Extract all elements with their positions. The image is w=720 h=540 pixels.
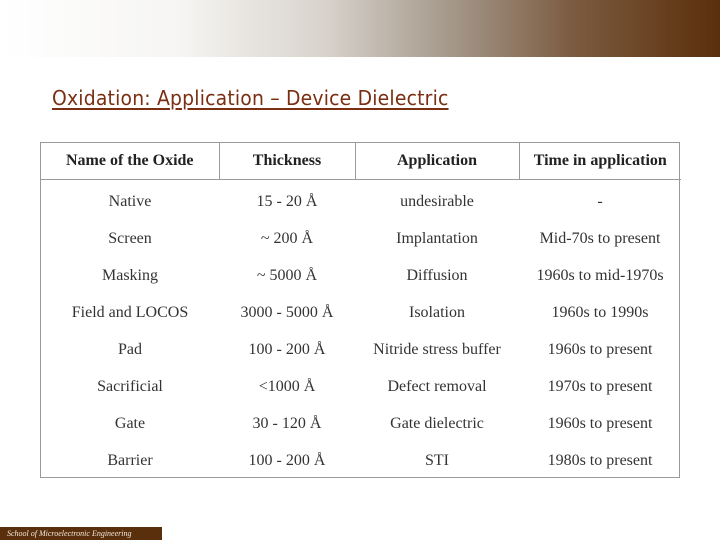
cell-name: Screen	[108, 229, 152, 247]
table-row	[41, 368, 681, 405]
cell-name: Gate	[114, 415, 146, 433]
cell-application: undesirable	[400, 192, 474, 210]
cell-name: Sacrificial	[97, 378, 163, 396]
cell-application: STI	[425, 452, 449, 470]
cell-application: Defect removal	[387, 378, 487, 396]
cell-thickness: 15 - 20 Å	[256, 192, 318, 210]
table-row	[41, 443, 681, 480]
cell-time: 1960s to present	[547, 415, 653, 433]
footer-bar	[0, 527, 162, 540]
table-row	[41, 294, 681, 331]
cell-name: Field and LOCOS	[71, 303, 189, 321]
cell-application: Gate dielectric	[390, 415, 484, 433]
table-row	[41, 220, 681, 257]
header-thickness: Thickness	[219, 143, 355, 180]
cell-application: Nitride stress buffer	[373, 340, 501, 358]
cell-thickness: 3000 - 5000 Å	[240, 303, 334, 321]
cell-application: Implantation	[396, 229, 478, 247]
table-row	[41, 406, 681, 443]
cell-time: 1960s to present	[547, 340, 653, 358]
cell-thickness: 100 - 200 Å	[248, 452, 326, 470]
cell-application: Isolation	[409, 303, 465, 321]
cell-time: 1960s to mid-1970s	[536, 266, 664, 284]
oxide-table	[40, 142, 680, 478]
table-header-row	[41, 143, 681, 180]
table-row	[41, 331, 681, 368]
cell-thickness: ~ 200 Å	[260, 229, 314, 247]
cell-time: Mid-70s to present	[539, 229, 661, 247]
slide-title: Oxidation: Application – Device Dielectric	[52, 86, 449, 110]
footer-text: School of Microelectronic Engineering	[7, 529, 132, 538]
cell-time: 1960s to 1990s	[551, 303, 649, 321]
header-name: Name of the Oxide	[41, 143, 219, 180]
cell-name: Barrier	[107, 452, 153, 470]
cell-thickness: <1000 Å	[258, 378, 316, 396]
cell-time: -	[597, 192, 603, 210]
cell-time: 1980s to present	[547, 452, 653, 470]
cell-thickness: ~ 5000 Å	[256, 266, 318, 284]
cell-thickness: 100 - 200 Å	[248, 340, 326, 358]
cell-time: 1970s to present	[547, 378, 653, 396]
cell-thickness: 30 - 120 Å	[252, 415, 322, 433]
header-application: Application	[355, 143, 519, 180]
cell-name: Masking	[102, 266, 158, 284]
cell-application: Diffusion	[406, 266, 468, 284]
header-time: Time in application	[519, 143, 681, 180]
cell-name: Native	[108, 192, 152, 210]
table-row	[41, 180, 681, 221]
table-row	[41, 257, 681, 294]
header-gradient-band	[0, 0, 720, 57]
cell-name: Pad	[118, 340, 142, 358]
